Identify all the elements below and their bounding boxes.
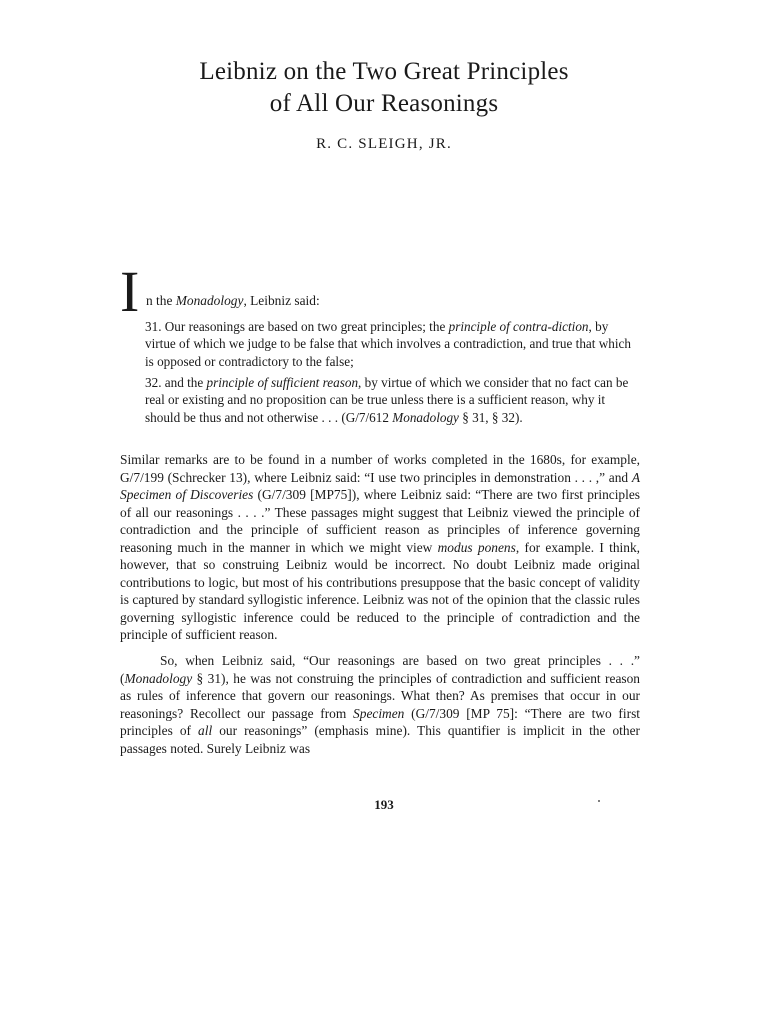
quote-italic: principle of contra-diction <box>448 319 589 334</box>
quote-italic: principle of sufficient reason <box>206 375 359 390</box>
paragraph-text: So, when Leibniz said, “Our reasonings are based on two great principles . . .” ( <box>120 653 640 686</box>
paragraph-text: Similar remarks are to be found in a number of works completed in the 1680s, for example, G/7/199 (Schrecker 13), where Leibniz said: “I use two principles in demonstration . . . ,” and <box>120 452 640 485</box>
intro-text-pre: n the <box>146 293 176 308</box>
paragraph-italic: A Specimen of Discoveries <box>120 469 640 502</box>
quote-text: 31. Our reasonings are based on two great principles; the <box>145 319 449 334</box>
paragraph-text: (G/7/309 [MP75]), where Leibniz said: “There are two first principles of all our reasonings . . . .” These passages might suggest that Leibniz viewed the principle of contradiction and the principle of sufficient reason as principles of inference governing reasoning much in the manner in which we might view <box>120 487 641 555</box>
block-quote-31 <box>145 318 635 370</box>
scan-speck <box>598 800 600 802</box>
paragraph-italic: all <box>198 723 213 738</box>
article-title <box>0 56 768 120</box>
body-paragraph-1 <box>120 451 640 644</box>
quote-text: § 31, § 32). <box>458 409 523 425</box>
body-paragraph-2 <box>120 652 640 757</box>
quote-text: 32. and the <box>145 375 207 390</box>
paragraph-italic: Specimen <box>353 705 405 721</box>
intro-line <box>120 259 640 324</box>
quote-italic: Monadology <box>392 409 459 425</box>
intro-text-post: , Leibniz said: <box>243 293 320 308</box>
paragraph-text: our reasonings” (emphasis mine). This quantifier is implicit in the other passages noted. Surely Leibniz was <box>120 723 640 756</box>
paragraph-italic: Monadology <box>124 670 193 686</box>
quote-text: , by virtue of which we judge to be false that which involves a contradiction, and true that which is opposed or contradictory to the false; <box>145 319 631 369</box>
paragraph-italic: modus ponens <box>437 539 516 555</box>
drop-cap: I <box>120 259 140 324</box>
author-name: R. C. SLEIGH, JR. <box>316 136 452 152</box>
intro-text <box>146 292 320 309</box>
paragraph-text: , for example. I think, however, that so construing Leibniz would be incorrect. No doubt Leibniz made original contributions to logic, but most of his contributions presuppose that the basic concept of validity is captured by standard syllogistic inference. Leibniz was not of the opinion that the classic rules governing syllogistic inference could be reduced to the principle of contradiction and the principle of sufficient reason. <box>120 539 640 642</box>
paragraph-text: (G/7/309 [MP 75]: “There are two first principles of <box>120 705 640 738</box>
title-line-2: of All Our Reasonings <box>269 90 499 117</box>
title-line-1: Leibniz on the Two Great Principles <box>199 58 569 85</box>
paragraph-text: § 31), he was not construing the principles of contradiction and sufficient reason as rules of inference that govern our reasonings. What then? As premises that occur in our reasonings? Recollect our passage from <box>120 670 640 721</box>
quote-text: , by virtue of which we consider that no fact can be real or existing and no proposition can be true unless there is a sufficient reason, why it should be thus and not otherwise . . . (G/7/612 <box>145 375 629 425</box>
block-quote-32 <box>145 374 635 426</box>
page-number: 193 <box>374 797 394 812</box>
intro-text-italic: Monadology <box>175 293 244 308</box>
